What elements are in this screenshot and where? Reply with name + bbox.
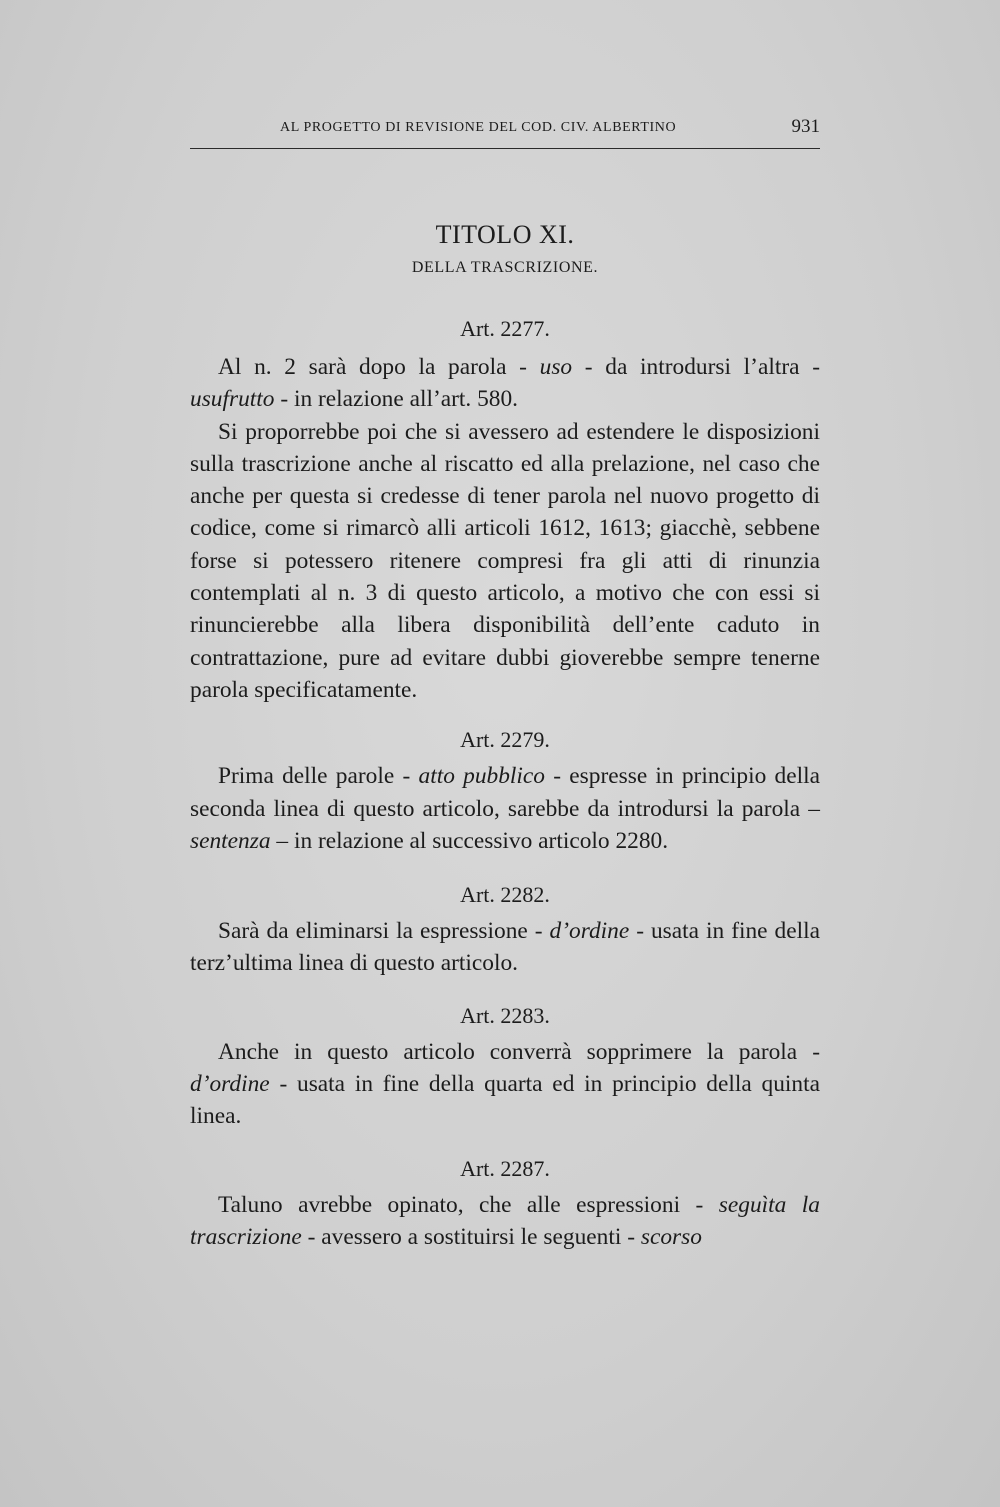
article-heading: Art. 2287.	[460, 1155, 550, 1181]
article-paragraph: Anche in questo articolo converrà sopprimere la parola - d’ordine - usata in fine della quarta ed in principio della quinta linea.	[190, 1038, 820, 1130]
book-page	[190, 112, 820, 1253]
section-title: TITOLO XI.	[435, 220, 575, 249]
article-paragraph: Taluno avrebbe opinato, che alle espressioni - seguìta la trascrizione - avessero a sostituirsi le seguenti - scorso	[190, 1191, 820, 1250]
article-paragraph: Prima delle parole - atto pubblico - espresse in principio della seconda linea di questo articolo, sarebbe da introdursi la parola – sentenza – in relazione al successivo articolo 2280.	[190, 763, 821, 854]
running-title: AL PROGETTO DI REVISIONE DEL COD. CIV. ALBERTINO	[280, 120, 677, 135]
article-paragraph: Al n. 2 sarà dopo la parola - uso - da introdursi l’altra - usufrutto - in relazione all’art. 580.	[190, 354, 820, 413]
article-heading: Art. 2282.	[460, 882, 550, 908]
running-head	[190, 112, 820, 149]
article-heading: Art. 2283.	[460, 1002, 550, 1028]
article-heading: Art. 2277.	[460, 316, 550, 341]
page-number: 931	[791, 116, 820, 137]
article-paragraph: Si proporrebbe poi che si avessero ad estendere le disposizioni sulla trascrizione anche al riscatto ed alla prelazione, nel caso che anche per questa si credesse di tener parola nel nuovo progetto di codice, come si rimarcò alli articoli 1612, 1613; giacchè, sebbene forse si potessero ritenere compresi fra gli atti di rinunzia contemplati al n. 3 di questo articolo, a motivo che con essi si rinuncierebbe alla libera disponibilità dell’ente caduto in contrattazione, pure ad evitare dubbi gioverebbe sempre tenerne parola specificatamente.	[190, 418, 820, 703]
article-heading: Art. 2279.	[460, 727, 550, 753]
section-subtitle: DELLA TRASCRIZIONE.	[411, 259, 599, 276]
article-paragraph: Sarà da eliminarsi la espressione - d’ordine - usata in fine della terz’ultima linea di questo articolo.	[190, 918, 820, 977]
